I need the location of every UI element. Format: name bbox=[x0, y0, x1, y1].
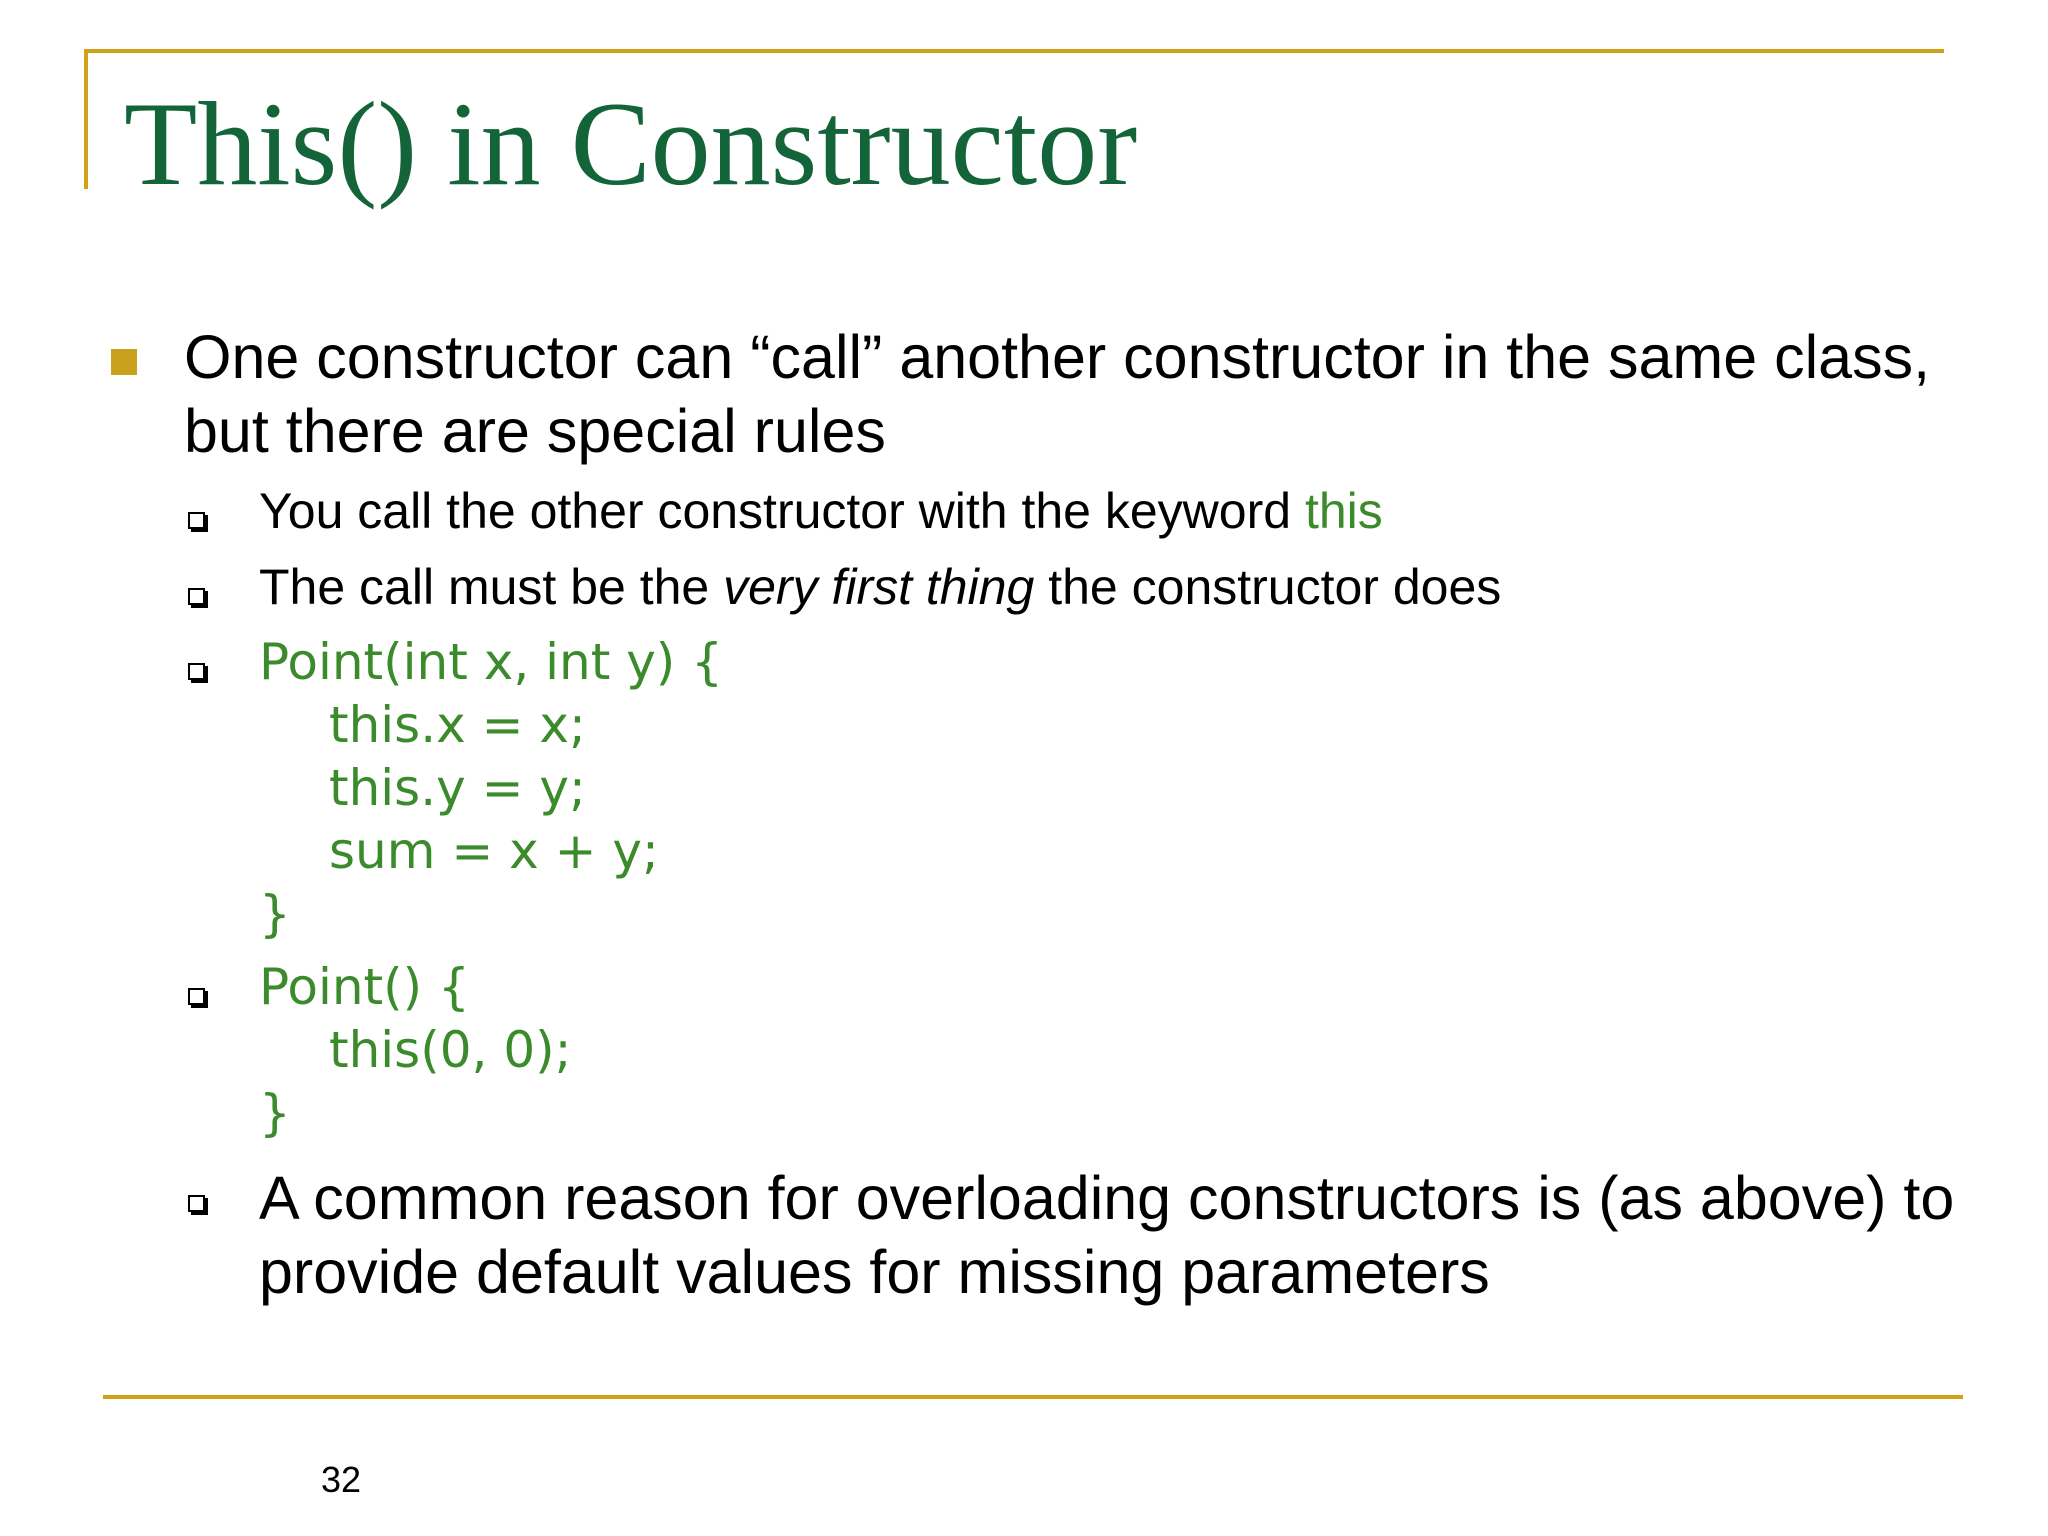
square-bullet-icon bbox=[111, 349, 137, 375]
checkbox-bullet-icon bbox=[188, 512, 205, 529]
slide-title: This() in Constructor bbox=[124, 77, 1138, 210]
main-bullet-text: One constructor can “call” another constructor in the same class, but there are special rules bbox=[184, 323, 1931, 465]
code-line: } bbox=[259, 1084, 291, 1142]
title-frame-left-rule bbox=[84, 49, 88, 189]
title-frame-top-rule bbox=[84, 49, 1944, 53]
code-line: this(0, 0); bbox=[329, 1021, 572, 1079]
sub-bullet-reason: A common reason for overloading constructors is (as above) to provide default values for missing parameters bbox=[259, 1164, 1955, 1306]
code-line: Point() { bbox=[259, 958, 470, 1016]
checkbox-bullet-icon bbox=[188, 1195, 205, 1212]
footer-rule bbox=[103, 1395, 1963, 1399]
checkbox-bullet-icon bbox=[188, 663, 205, 680]
first-thing-before: The call must be the bbox=[259, 559, 724, 615]
code-line: sum = x + y; bbox=[329, 822, 659, 880]
code-line: this.x = x; bbox=[329, 696, 586, 754]
checkbox-bullet-icon bbox=[188, 988, 205, 1005]
sub-bullet-first-thing bbox=[259, 557, 1501, 617]
code-line: } bbox=[259, 885, 291, 943]
code-line: this.y = y; bbox=[329, 759, 586, 817]
keyword-this: this bbox=[1304, 483, 1383, 539]
checkbox-bullet-icon bbox=[188, 588, 205, 605]
page-number: 32 bbox=[321, 1459, 362, 1500]
sub-bullet-keyword bbox=[259, 481, 1383, 541]
code-line: Point(int x, int y) { bbox=[259, 633, 723, 691]
first-thing-emphasis: very first thing bbox=[723, 559, 1035, 615]
first-thing-after: the constructor does bbox=[1034, 559, 1502, 615]
sub-bullet-keyword-text: You call the other constructor with the keyword bbox=[259, 483, 1305, 539]
